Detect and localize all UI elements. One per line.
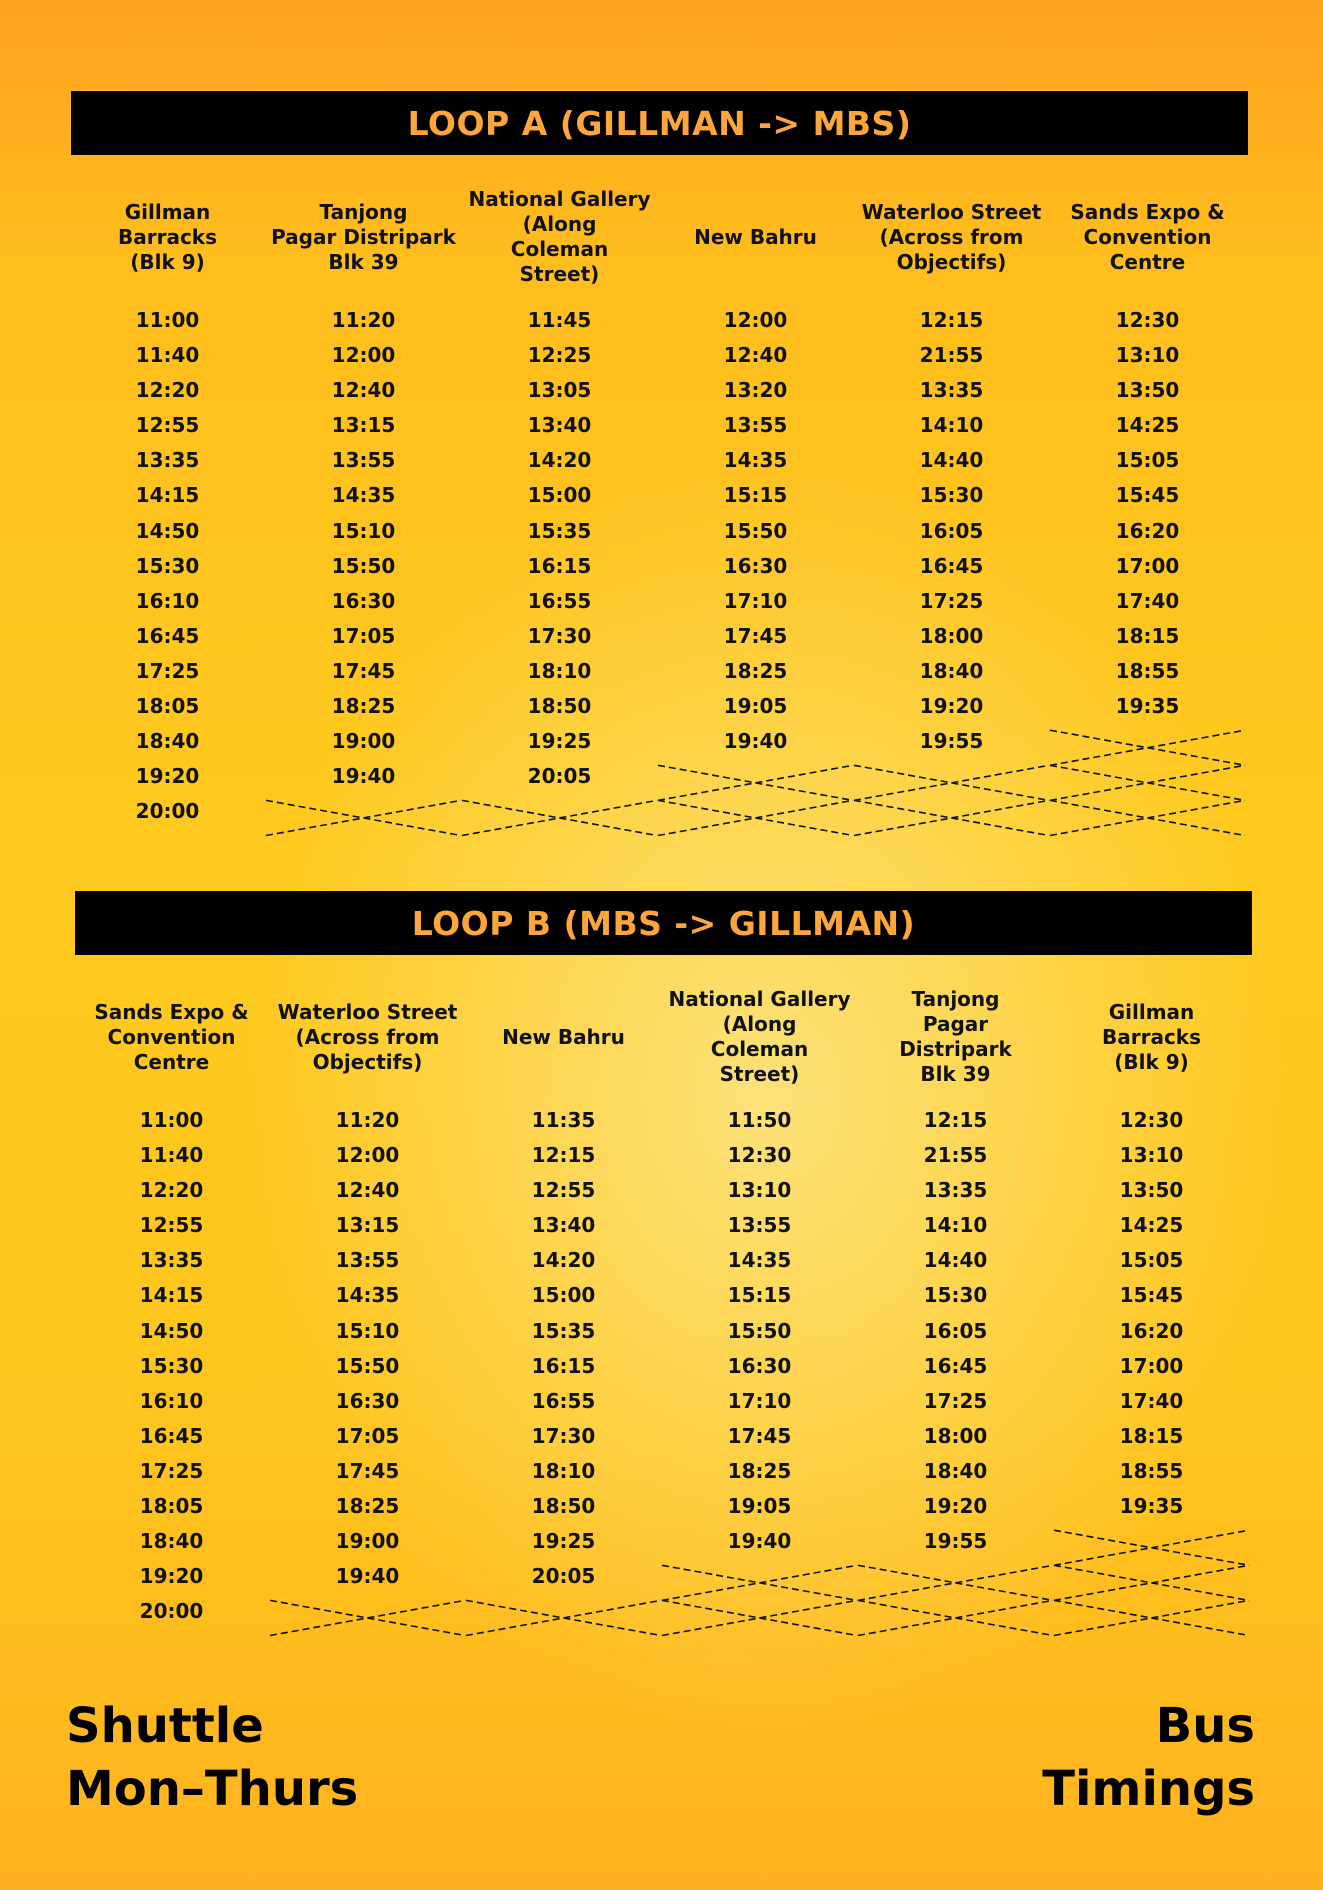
departure-time: 17:30	[527, 623, 592, 648]
departure-time: 17:10	[727, 1388, 792, 1413]
departure-time: 11:40	[139, 1143, 204, 1168]
departure-time: 12:00	[335, 1143, 400, 1168]
stop-name: Tanjong Pagar Distripark Blk 39	[271, 199, 456, 274]
loop-a-stop-header	[70, 185, 265, 289]
departure-time: 13:35	[919, 378, 984, 403]
stop-name: Tanjong Pagar Distripark Blk 39	[899, 987, 1012, 1086]
departure-time: 14:15	[139, 1283, 204, 1308]
empty-slot-dash	[854, 800, 1049, 835]
departure-time: 13:35	[139, 1248, 204, 1273]
departure-time: 14:40	[919, 448, 984, 473]
empty-slot-dash	[266, 800, 461, 835]
departure-time: 12:15	[923, 1108, 988, 1132]
departure-time: 16:15	[531, 1353, 596, 1378]
loop-a-title: LOOP A (GILLMAN -> MBS)	[407, 103, 912, 143]
departure-time: 15:15	[723, 483, 788, 508]
empty-slot-dash	[662, 1565, 857, 1600]
departure-time: 18:10	[531, 1458, 596, 1483]
departure-time: 12:20	[135, 378, 200, 403]
departure-time: 21:55	[923, 1143, 988, 1168]
empty-slot-dash	[1050, 730, 1245, 765]
empty-slot-dash	[658, 765, 853, 800]
departure-time: 16:30	[331, 588, 396, 613]
departure-time: 12:00	[723, 308, 788, 332]
departure-time: 17:10	[723, 588, 788, 613]
departure-time: 12:20	[139, 1178, 204, 1203]
empty-slot-dash	[1054, 1530, 1249, 1565]
loop-b-stop-header	[74, 985, 269, 1089]
departure-time: 17:45	[727, 1423, 792, 1448]
departure-time: 17:45	[335, 1458, 400, 1483]
departure-time: 19:20	[139, 1564, 204, 1589]
departure-time: 15:30	[135, 553, 200, 578]
empty-slot-dash	[854, 765, 1049, 800]
departure-time: 19:40	[723, 729, 788, 754]
departure-time: 14:50	[139, 1318, 204, 1343]
empty-slot-dash	[658, 800, 853, 835]
departure-time: 12:15	[531, 1143, 596, 1168]
departure-time: 16:30	[335, 1388, 400, 1413]
departure-time: 16:30	[727, 1353, 792, 1378]
stop-name: New Bahru	[694, 224, 817, 249]
departure-time: 15:00	[531, 1283, 596, 1308]
departure-time: 15:30	[139, 1353, 204, 1378]
departure-time: 17:00	[1119, 1353, 1184, 1378]
departure-time: 16:45	[135, 623, 200, 648]
departure-time: 16:20	[1119, 1318, 1184, 1343]
empty-slot-dash	[858, 1565, 1053, 1600]
departure-time: 18:40	[919, 658, 984, 683]
departure-time: 16:10	[135, 588, 200, 613]
departure-time: 18:40	[923, 1458, 988, 1483]
departure-time: 15:50	[331, 553, 396, 578]
departure-time: 11:50	[727, 1108, 792, 1132]
footer-left-text	[66, 1695, 358, 1821]
departure-time: 15:50	[727, 1318, 792, 1343]
footer-bus: Bus	[1155, 1698, 1255, 1754]
empty-slot-dash	[270, 1600, 465, 1635]
departure-time: 14:10	[923, 1213, 988, 1238]
departure-time: 15:15	[727, 1283, 792, 1308]
departure-time: 15:35	[527, 518, 592, 543]
departure-time: 18:15	[1115, 623, 1180, 648]
departure-time: 17:30	[531, 1423, 596, 1448]
empty-slot-dash	[662, 1600, 857, 1635]
departure-time: 13:10	[1119, 1143, 1184, 1168]
departure-time: 12:00	[331, 343, 396, 368]
departure-time: 17:25	[923, 1388, 988, 1413]
departure-time: 13:35	[135, 448, 200, 473]
departure-time: 20:00	[139, 1599, 204, 1624]
departure-time: 12:30	[727, 1143, 792, 1168]
empty-slot-dash	[662, 1565, 857, 1600]
departure-time: 18:25	[723, 658, 788, 683]
empty-slot-dash	[1054, 1530, 1249, 1565]
departure-time: 13:55	[335, 1248, 400, 1273]
departure-time: 16:20	[1115, 518, 1180, 543]
departure-time: 13:20	[723, 378, 788, 403]
departure-time: 18:15	[1119, 1423, 1184, 1448]
departure-time: 19:20	[923, 1494, 988, 1519]
loop-a-timetable	[70, 185, 1225, 845]
departure-time: 11:00	[135, 308, 200, 332]
departure-time: 17:00	[1115, 553, 1180, 578]
empty-slot-dash	[1050, 800, 1245, 835]
empty-slot-dash	[1054, 1565, 1249, 1600]
stop-name: National Gallery (Along Coleman Street)	[668, 987, 851, 1086]
empty-slot-dash	[462, 800, 657, 835]
departure-time: 15:00	[527, 483, 592, 508]
empty-slot-dash	[1050, 800, 1245, 835]
departure-time: 11:35	[531, 1108, 596, 1132]
departure-time: 12:40	[335, 1178, 400, 1203]
departure-time: 18:40	[135, 729, 200, 754]
departure-time: 15:50	[723, 518, 788, 543]
departure-time: 15:05	[1115, 448, 1180, 473]
empty-slot-dash	[1054, 1600, 1249, 1635]
departure-time: 18:50	[527, 694, 592, 719]
departure-time: 19:40	[727, 1529, 792, 1554]
departure-time: 19:40	[331, 764, 396, 789]
empty-slot-dash	[1050, 765, 1245, 800]
departure-time: 16:10	[139, 1388, 204, 1413]
departure-time: 19:00	[335, 1529, 400, 1554]
departure-time: 19:35	[1115, 694, 1180, 719]
departure-time: 13:15	[331, 413, 396, 438]
empty-slot-dash	[662, 1600, 857, 1635]
departure-time: 18:55	[1119, 1458, 1184, 1483]
departure-time: 15:45	[1115, 483, 1180, 508]
departure-time: 13:40	[531, 1213, 596, 1238]
empty-slot-dash	[858, 1600, 1053, 1635]
departure-time: 21:55	[919, 343, 984, 368]
departure-time: 18:10	[527, 658, 592, 683]
departure-time: 19:40	[335, 1564, 400, 1589]
departure-time: 14:25	[1119, 1213, 1184, 1238]
empty-slot-dash	[1054, 1600, 1249, 1635]
departure-time: 18:50	[531, 1494, 596, 1519]
stop-name: Waterloo Street (Across from Objectifs)	[277, 999, 458, 1074]
departure-time: 13:05	[527, 378, 592, 403]
departure-time: 11:00	[139, 1108, 204, 1132]
departure-time: 12:55	[135, 413, 200, 438]
departure-time: 14:35	[723, 448, 788, 473]
loop-b-timetable	[70, 985, 1202, 1645]
departure-time: 16:45	[919, 553, 984, 578]
departure-time: 17:40	[1115, 588, 1180, 613]
departure-time: 18:55	[1115, 658, 1180, 683]
departure-time: 17:45	[331, 658, 396, 683]
loop-b-stop-header	[662, 985, 857, 1089]
departure-time: 11:20	[335, 1108, 400, 1132]
empty-slot-dash	[466, 1600, 661, 1635]
departure-time: 14:15	[135, 483, 200, 508]
departure-time: 15:10	[331, 518, 396, 543]
departure-time: 13:15	[335, 1213, 400, 1238]
stop-name: New Bahru	[502, 1024, 625, 1049]
departure-time: 18:25	[331, 694, 396, 719]
empty-slot-dash	[266, 800, 461, 835]
empty-slot-dash	[854, 800, 1049, 835]
loop-b-title-bar	[75, 891, 1252, 955]
departure-time: 13:50	[1115, 378, 1180, 403]
stop-name: Sands Expo & Convention Centre	[94, 999, 249, 1074]
loop-a-stop-header	[462, 185, 657, 289]
empty-slot-dash	[658, 765, 853, 800]
departure-time: 17:05	[331, 623, 396, 648]
departure-time: 16:05	[923, 1318, 988, 1343]
departure-time: 14:20	[527, 448, 592, 473]
empty-slot-dash	[1054, 1565, 1249, 1600]
departure-time: 19:05	[727, 1494, 792, 1519]
departure-time: 15:50	[335, 1353, 400, 1378]
departure-time: 18:00	[919, 623, 984, 648]
departure-time: 15:05	[1119, 1248, 1184, 1273]
departure-time: 14:35	[331, 483, 396, 508]
departure-time: 16:45	[139, 1423, 204, 1448]
departure-time: 15:30	[919, 483, 984, 508]
departure-time: 13:10	[1115, 343, 1180, 368]
departure-time: 19:35	[1119, 1494, 1184, 1519]
departure-time: 14:25	[1115, 413, 1180, 438]
departure-time: 18:05	[135, 694, 200, 719]
departure-time: 18:05	[139, 1494, 204, 1519]
departure-time: 15:10	[335, 1318, 400, 1343]
empty-slot-dash	[462, 800, 657, 835]
footer-right-text	[1042, 1695, 1255, 1821]
departure-time: 14:50	[135, 518, 200, 543]
empty-slot-dash	[858, 1600, 1053, 1635]
stop-name: Gillman Barracks (Blk 9)	[1101, 999, 1202, 1074]
departure-time: 13:50	[1119, 1178, 1184, 1203]
departure-time: 16:55	[531, 1388, 596, 1413]
departure-time: 19:20	[919, 694, 984, 719]
empty-slot-dash	[466, 1600, 661, 1635]
departure-time: 11:20	[331, 308, 396, 332]
departure-time: 12:55	[139, 1213, 204, 1238]
loop-b-stop-header	[466, 985, 661, 1089]
departure-time: 16:15	[527, 553, 592, 578]
loop-a-stop-header	[266, 185, 461, 289]
loop-a-stop-header	[854, 185, 1049, 289]
departure-time: 15:30	[923, 1283, 988, 1308]
departure-time: 17:25	[919, 588, 984, 613]
departure-time: 14:35	[335, 1283, 400, 1308]
departure-time: 16:30	[723, 553, 788, 578]
departure-time: 11:40	[135, 343, 200, 368]
departure-time: 13:55	[723, 413, 788, 438]
loop-a-stop-header	[658, 185, 853, 289]
stop-name: Sands Expo & Convention Centre	[1070, 199, 1225, 274]
departure-time: 19:55	[923, 1529, 988, 1554]
loop-a-stop-header	[1050, 185, 1245, 289]
empty-slot-dash	[1050, 730, 1245, 765]
stop-name: Waterloo Street (Across from Objectifs)	[861, 199, 1042, 274]
departure-time: 16:05	[919, 518, 984, 543]
departure-time: 20:00	[135, 799, 200, 824]
departure-time: 17:40	[1119, 1388, 1184, 1413]
departure-time: 12:55	[531, 1178, 596, 1203]
departure-time: 13:35	[923, 1178, 988, 1203]
departure-time: 18:25	[335, 1494, 400, 1519]
departure-time: 18:00	[923, 1423, 988, 1448]
departure-time: 18:40	[139, 1529, 204, 1554]
departure-time: 17:05	[335, 1423, 400, 1448]
loop-a-title-bar	[71, 91, 1248, 155]
departure-time: 19:25	[527, 729, 592, 754]
stop-name: Gillman Barracks (Blk 9)	[117, 199, 218, 274]
departure-time: 12:40	[331, 378, 396, 403]
loop-b-title: LOOP B (MBS -> GILLMAN)	[411, 903, 916, 943]
departure-time: 12:15	[919, 308, 984, 332]
departure-time: 15:35	[531, 1318, 596, 1343]
stop-name: National Gallery (Along Coleman Street)	[468, 187, 651, 286]
loop-b-stop-header	[1054, 985, 1249, 1089]
departure-time: 19:00	[331, 729, 396, 754]
departure-time: 13:40	[527, 413, 592, 438]
departure-time: 16:55	[527, 588, 592, 613]
departure-time: 18:25	[727, 1458, 792, 1483]
footer-timings: Timings	[1042, 1761, 1255, 1817]
departure-time: 13:10	[727, 1178, 792, 1203]
departure-time: 12:25	[527, 343, 592, 368]
departure-time: 14:20	[531, 1248, 596, 1273]
departure-time: 14:10	[919, 413, 984, 438]
departure-time: 14:40	[923, 1248, 988, 1273]
departure-time: 19:20	[135, 764, 200, 789]
departure-time: 14:35	[727, 1248, 792, 1273]
empty-slot-dash	[270, 1600, 465, 1635]
empty-slot-dash	[854, 765, 1049, 800]
departure-time: 12:30	[1119, 1108, 1184, 1132]
loop-b-stop-header	[858, 985, 1053, 1089]
departure-time: 17:45	[723, 623, 788, 648]
departure-time: 19:55	[919, 729, 984, 754]
departure-time: 13:55	[727, 1213, 792, 1238]
departure-time: 20:05	[531, 1564, 596, 1589]
departure-time: 17:25	[139, 1458, 204, 1483]
empty-slot-dash	[858, 1565, 1053, 1600]
departure-time: 11:45	[527, 308, 592, 332]
departure-time: 16:45	[923, 1353, 988, 1378]
departure-time: 13:55	[331, 448, 396, 473]
loop-b-stop-header	[270, 985, 465, 1089]
departure-time: 20:05	[527, 764, 592, 789]
departure-time: 17:25	[135, 658, 200, 683]
departure-time: 12:40	[723, 343, 788, 368]
empty-slot-dash	[658, 800, 853, 835]
empty-slot-dash	[1050, 765, 1245, 800]
footer-days: Mon–Thurs	[66, 1761, 359, 1817]
departure-time: 12:30	[1115, 308, 1180, 332]
departure-time: 19:05	[723, 694, 788, 719]
departure-time: 15:45	[1119, 1283, 1184, 1308]
footer-shuttle: Shuttle	[66, 1698, 264, 1754]
departure-time: 19:25	[531, 1529, 596, 1554]
